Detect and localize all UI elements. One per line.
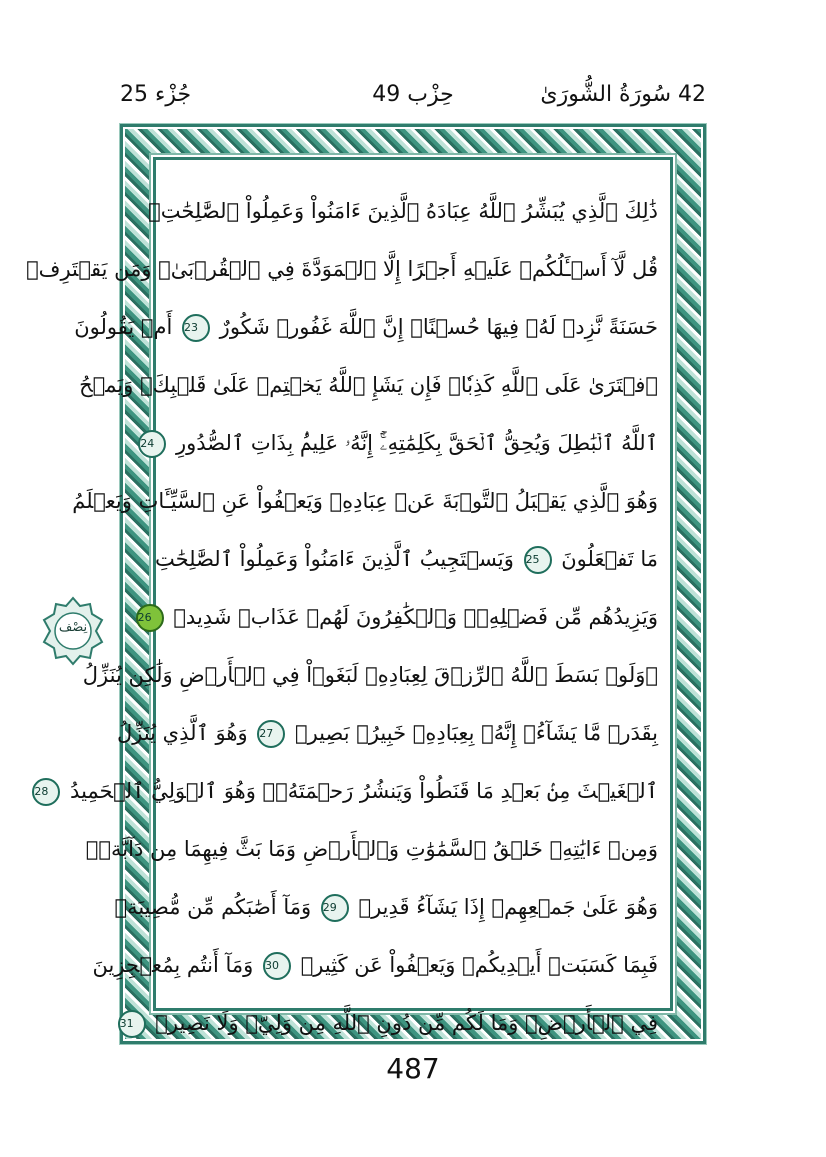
ayah-number-marker: 23 bbox=[182, 314, 210, 342]
verse-text: بِقَدَرٖ مَّا يَشَآءُۚ إِنَّهُۥ بِعِبَادِهِۦ خَبِيرُۢ بَصِيرٞ bbox=[294, 721, 658, 745]
verse-text: ٱللَّهُ ٱلۡبَٰطِلَ وَيُحِقُّ ٱلۡحَقَّ بِكَلِمَٰتِهِۦٓۚ إِنَّهُۥ عَلِيمُۢ بِذَاتِ ٱلصُّدُورِ bbox=[175, 431, 658, 455]
verse-line bbox=[116, 704, 658, 762]
surah-name: 42 سُورَةُ الشُّورَىٰ bbox=[540, 82, 706, 107]
verse-text: ٱلۡغَيۡثَ مِنۢ بَعۡدِ مَا قَنَطُواْ وَيَنشُرُ رَحۡمَتَهُۥۚ وَهُوَ ٱلۡوَلِيُّ ٱلۡحَمِيدُ bbox=[70, 779, 658, 803]
verse-text: ذَٰلِكَ ٱلَّذِي يُبَشِّرُ ٱللَّهُ عِبَادَهُ ٱلَّذِينَ ءَامَنُواْ وَعَمِلُواْ ٱلصَّٰلِحَٰتِۗ bbox=[148, 199, 658, 223]
hizb-number: حِزْب 49 bbox=[372, 82, 454, 107]
verse-line bbox=[82, 646, 658, 704]
verse-line bbox=[74, 298, 658, 356]
verse-text: فِي ٱلۡأَرۡضِۖ وَمَا لَكُم مِّن دُونِ ٱللَّهِ مِن وَلِيّٖ وَلَا نَصِيرٖ bbox=[155, 1011, 658, 1035]
page-header bbox=[120, 82, 706, 118]
verse-text-continued: وَمَآ أَنتُم بِمُعۡجِزِينَ bbox=[92, 953, 254, 977]
verse-line bbox=[148, 182, 658, 240]
ayah-number-marker: 28 bbox=[32, 778, 60, 806]
verse-line bbox=[137, 588, 658, 646]
verse-text-continued: وَيَسۡتَجِيبُ ٱلَّذِينَ ءَامَنُواْ وَعَمِلُواْ ٱلصَّٰلِحَٰتِ bbox=[154, 547, 514, 571]
verse-text: وَهُوَ ٱلَّذِي يَقۡبَلُ ٱلتَّوۡبَةَ عَنۡ عِبَادِهِۦ وَيَعۡفُواْ عَنِ ٱلسَّيِّـَٔاتِ وَيَعۡلَمُ bbox=[72, 489, 658, 513]
verse-text: فَبِمَا كَسَبَتۡ أَيۡدِيكُمۡ وَيَعۡفُواْ عَن كَثِيرٖ bbox=[300, 953, 658, 977]
ayah-number-marker: 29 bbox=[321, 894, 349, 922]
ayah-number-marker: 30 bbox=[263, 952, 291, 980]
verse-line bbox=[114, 878, 658, 936]
verse-text: ۞وَلَوۡ بَسَطَ ٱللَّهُ ٱلرِّزۡقَ لِعِبَادِهِۦ لَبَغَوۡاْ فِي ٱلۡأَرۡضِ وَلَٰكِن يُنَزِّلُ bbox=[82, 663, 658, 687]
verse-text: قُل لَّآ أَسۡـَٔلُكُمۡ عَلَيۡهِ أَجۡرًا إِلَّا ٱلۡمَوَدَّةَ فِي ٱلۡقُرۡبَىٰۗ وَمَن يَقۡتَرِفۡ bbox=[26, 257, 658, 281]
page-number: 487 bbox=[386, 1052, 440, 1085]
verse-text: مَا تَفۡعَلُونَ bbox=[561, 547, 658, 571]
verse-line bbox=[72, 472, 658, 530]
verse-text: وَهُوَ عَلَىٰ جَمۡعِهِمۡ إِذَا يَشَآءُ قَدِيرٞ bbox=[358, 895, 658, 919]
ayah-number-marker: 27 bbox=[257, 720, 285, 748]
ayah-number-marker: 25 bbox=[524, 546, 552, 574]
juz-number: جُزْء 25 bbox=[120, 82, 192, 107]
verse-line bbox=[79, 356, 658, 414]
verse-line bbox=[34, 762, 658, 820]
verse-line bbox=[26, 240, 658, 298]
ayah-number-marker: 31 bbox=[118, 1010, 146, 1038]
nisf-label: نِصْف bbox=[58, 620, 88, 635]
verse-text: حَسَنَةً نَّزِدۡ لَهُۥ فِيهَا حُسۡنًاۚ إِنَّ ٱللَّهَ غَفُورٞ شَكُورٌ bbox=[219, 315, 658, 339]
nisf-badge bbox=[42, 596, 104, 666]
verse-text: ٱفۡتَرَىٰ عَلَى ٱللَّهِ كَذِبٗاۖ فَإِن يَشَإِ ٱللَّهُ يَخۡتِمۡ عَلَىٰ قَلۡبِكَۗ وَيَمۡحُ bbox=[79, 373, 658, 397]
ayah-number-marker: 26 bbox=[136, 604, 164, 632]
verse-text: وَمِنۡ ءَايَٰتِهِۦ خَلۡقُ ٱلسَّمَٰوَٰتِ وَٱلۡأَرۡضِ وَمَا بَثَّ فِيهِمَا مِن دَآبَّةٖۚ bbox=[85, 837, 658, 861]
verse-text-continued: أَمۡ يَقُولُونَ bbox=[74, 315, 173, 339]
verse-text: وَيَزِيدُهُم مِّن فَضۡلِهِۦۚ وَٱلۡكَٰفِرُونَ لَهُمۡ عَذَابٞ شَدِيدٞ bbox=[173, 605, 658, 629]
verse-line bbox=[92, 936, 658, 994]
verse-text-continued: وَهُوَ ٱلَّذِي يُنَزِّلُ bbox=[116, 721, 248, 745]
ayah-number-marker: 24 bbox=[138, 430, 166, 458]
verse-line bbox=[154, 530, 658, 588]
verse-text-continued: وَمَآ أَصَٰبَكُم مِّن مُّصِيبَةٖ bbox=[114, 895, 312, 919]
verse-line bbox=[140, 414, 658, 472]
verse-line bbox=[119, 994, 658, 1052]
verse-line bbox=[85, 820, 658, 878]
